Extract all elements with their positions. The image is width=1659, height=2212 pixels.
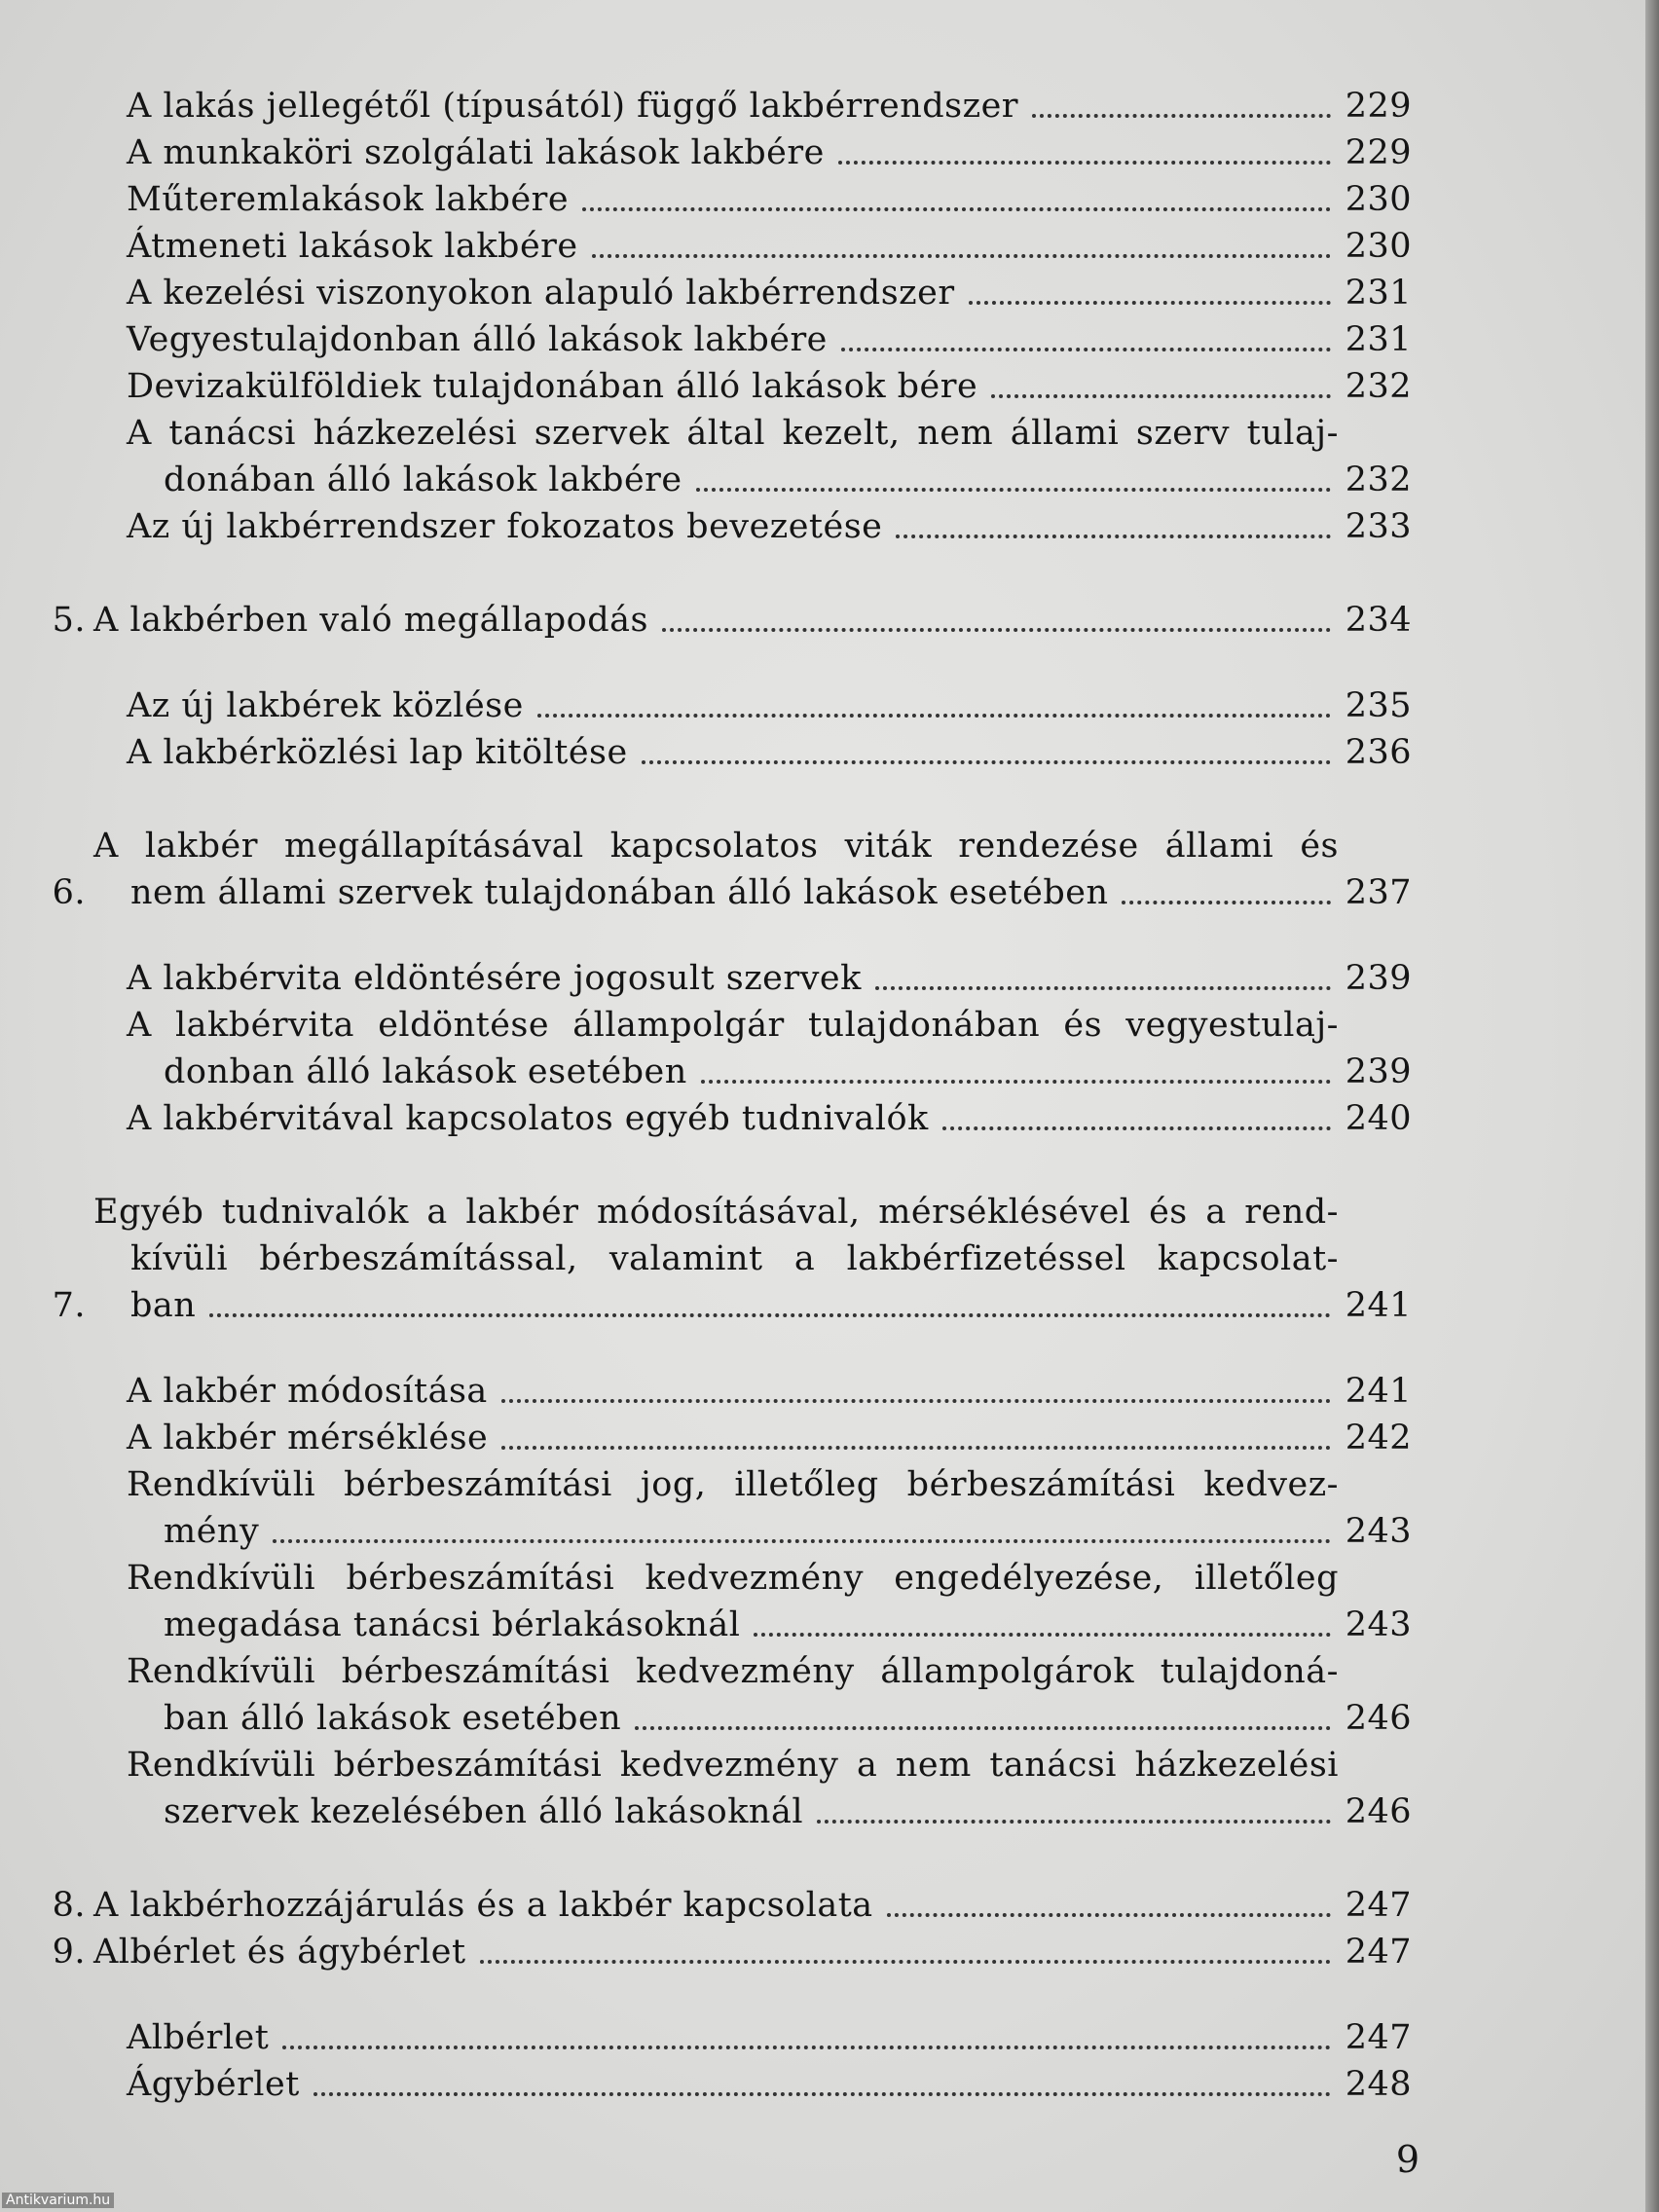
toc-entry	[49, 363, 1412, 410]
toc-entry	[49, 410, 1412, 503]
toc-entry	[49, 1742, 1412, 1835]
toc-page-number: 230	[1345, 227, 1412, 266]
section-number: 5.	[52, 601, 86, 640]
toc-page-number: 236	[1345, 733, 1412, 772]
dot-leader	[273, 1539, 1331, 1543]
toc-entry-title: Átmeneti lakások lakbére	[127, 227, 578, 266]
toc-entry-title: Albérlet	[127, 2018, 270, 2057]
toc-page-number: 248	[1345, 2065, 1412, 2104]
toc-entry	[49, 682, 1412, 729]
toc-entry-title: A lakbér mérséklése	[127, 1419, 489, 1457]
toc-entry-title: Ágybérlet	[127, 2065, 300, 2104]
toc-entry-title: A kezelési viszonyokon alapuló lakbérrendszer	[127, 274, 955, 313]
toc-page-number: 230	[1345, 180, 1412, 219]
toc-page-number: 235	[1345, 686, 1412, 725]
dot-leader	[592, 254, 1331, 258]
dot-leader	[942, 1126, 1331, 1130]
section-number: 9.	[52, 1933, 86, 1972]
dot-leader	[896, 535, 1331, 538]
dot-leader	[838, 161, 1331, 165]
toc-entry	[49, 1095, 1412, 1142]
section-title-line: kívüli bérbeszámítással, valamint a lakbérfizetéssel kapcsolat-	[130, 1239, 1339, 1278]
toc-entry-title-line: Rendkívüli bérbeszámítási kedvezmény engedélyezése, illetőleg	[127, 1559, 1339, 1598]
toc-entry-title-line: ban álló lakások esetében	[164, 1699, 622, 1738]
toc-page-number: 229	[1345, 87, 1412, 126]
section-title-line: nem állami szervek tulajdonában álló lakások esetében	[130, 873, 1109, 912]
toc-page-number: 234	[1345, 601, 1412, 640]
toc-page-number: 231	[1345, 320, 1412, 359]
toc-section-9	[49, 1929, 1412, 1975]
dot-leader	[969, 301, 1331, 305]
dot-leader	[841, 348, 1331, 351]
toc-entry-title: A lakbér módosítása	[127, 1372, 488, 1411]
toc-page-number: 239	[1345, 959, 1412, 998]
toc-entry-title-line: donban álló lakások esetében	[164, 1052, 687, 1091]
dot-leader	[635, 1726, 1331, 1730]
dot-leader	[696, 488, 1331, 492]
toc-entry-title-line: A tanácsi házkezelési szervek által kezelt, nem állami szerv tulaj-	[127, 414, 1339, 453]
dot-leader	[480, 1960, 1331, 1964]
toc-entry-title-line: szervek kezelésében álló lakásoknál	[164, 1792, 804, 1831]
toc-entry-title: Devizakülföldiek tulajdonában álló lakások bére	[127, 367, 978, 406]
toc-page-number: 239	[1345, 1052, 1412, 1091]
toc-page-number: 246	[1345, 1792, 1412, 1831]
dot-leader	[582, 207, 1331, 211]
toc-entry	[49, 1368, 1412, 1415]
toc-entry-title-line: A lakbérvita eldöntése állampolgár tulajdonában és vegyestulaj-	[127, 1006, 1339, 1045]
dot-leader	[991, 394, 1331, 398]
section-number: 7.	[52, 1286, 86, 1325]
section-title-line: A lakbér megállapításával kapcsolatos viták rendezése állami és	[93, 827, 1339, 866]
toc-page-number: 247	[1345, 1886, 1412, 1925]
toc-entry	[49, 129, 1412, 176]
toc-entry	[49, 2061, 1412, 2108]
toc-entry-title-line: mény	[164, 1512, 260, 1551]
toc-entry-title: A lakbérvitával kapcsolatos egyéb tudnivalók	[127, 1099, 929, 1138]
toc-page-number: 229	[1345, 133, 1412, 172]
table-of-contents	[49, 83, 1412, 2108]
dot-leader	[662, 628, 1331, 632]
toc-entry-title: A lakbérvita eldöntésére jogosult szervek	[127, 959, 862, 998]
page-number: 9	[1395, 2138, 1419, 2181]
page-edge-shadow	[1645, 0, 1659, 2212]
section-title: A lakbérhozzájárulás és a lakbér kapcsolata	[93, 1886, 873, 1925]
dot-leader	[642, 760, 1331, 764]
toc-entry	[49, 316, 1412, 363]
toc-entry	[49, 1002, 1412, 1095]
toc-entry	[49, 223, 1412, 270]
toc-page-number: 232	[1345, 367, 1412, 406]
toc-page-number: 241	[1345, 1372, 1412, 1411]
toc-section-7	[49, 1189, 1412, 1329]
dot-leader	[501, 1399, 1331, 1403]
dot-leader	[817, 1820, 1331, 1824]
toc-entry	[49, 729, 1412, 776]
section-title-line: Egyéb tudnivalók a lakbér módosításával, mérséklésével és a rend-	[93, 1193, 1339, 1232]
toc-entry-title-line: Rendkívüli bérbeszámítási kedvezmény a nem tanácsi házkezelési	[127, 1746, 1339, 1785]
toc-entry-title-line: Rendkívüli bérbeszámítási jog, illetőleg bérbeszámítási kedvez-	[127, 1465, 1339, 1504]
toc-section-6	[49, 823, 1412, 916]
section-number: 8.	[52, 1886, 86, 1925]
toc-entry	[49, 1555, 1412, 1648]
toc-section-5	[49, 597, 1412, 644]
dot-leader	[754, 1633, 1331, 1637]
toc-entry	[49, 1648, 1412, 1742]
toc-entry-title: A lakás jellegétől (típusától) függő lakbérrendszer	[127, 87, 1019, 126]
toc-page-number: 240	[1345, 1099, 1412, 1138]
toc-page-number: 231	[1345, 274, 1412, 313]
toc-entry	[49, 270, 1412, 316]
toc-page-number: 242	[1345, 1419, 1412, 1457]
toc-entry-title: A munkaköri szolgálati lakások lakbére	[127, 133, 825, 172]
dot-leader	[537, 714, 1331, 718]
toc-entry-title: Az új lakbérek közlése	[127, 686, 524, 725]
toc-entry-title-line: Rendkívüli bérbeszámítási kedvezmény állampolgárok tulajdoná-	[127, 1652, 1339, 1691]
source-watermark: Antikvarium.hu	[2, 2193, 114, 2208]
toc-page-number: 243	[1345, 1512, 1412, 1551]
toc-entry	[49, 955, 1412, 1002]
toc-entry-title: A lakbérközlési lap kitöltése	[127, 733, 628, 772]
toc-entry-title: Műteremlakások lakbére	[127, 180, 570, 219]
dot-leader	[701, 1080, 1331, 1084]
toc-entry	[49, 503, 1412, 550]
toc-page-number: 246	[1345, 1699, 1412, 1738]
toc-entry-title: Vegyestulajdonban álló lakások lakbére	[127, 320, 828, 359]
dot-leader	[1032, 114, 1331, 118]
toc-entry	[49, 176, 1412, 223]
toc-page-number: 243	[1345, 1605, 1412, 1644]
dot-leader	[313, 2092, 1331, 2096]
section-title: Albérlet és ágybérlet	[93, 1933, 466, 1972]
toc-entry-title-line: donában álló lakások lakbére	[164, 461, 682, 499]
toc-page-number: 247	[1345, 2018, 1412, 2057]
dot-leader	[1122, 901, 1331, 904]
toc-page-number: 232	[1345, 461, 1412, 499]
dot-leader	[209, 1313, 1331, 1317]
toc-entry	[49, 83, 1412, 129]
dot-leader	[887, 1913, 1331, 1917]
toc-page-number: 241	[1345, 1286, 1412, 1325]
section-title-line: ban	[130, 1286, 197, 1325]
section-title: A lakbérben való megállapodás	[93, 601, 648, 640]
toc-entry	[49, 1415, 1412, 1461]
toc-page-number: 233	[1345, 507, 1412, 546]
dot-leader	[282, 2046, 1331, 2049]
toc-entry	[49, 2014, 1412, 2061]
toc-entry-title-line: megadása tanácsi bérlakásoknál	[164, 1605, 741, 1644]
section-number: 6.	[52, 873, 86, 912]
toc-page-number: 237	[1345, 873, 1412, 912]
dot-leader	[875, 986, 1331, 990]
toc-section-8	[49, 1882, 1412, 1929]
toc-entry-title: Az új lakbérrendszer fokozatos bevezetése	[127, 507, 883, 546]
toc-page-number: 247	[1345, 1933, 1412, 1972]
dot-leader	[501, 1446, 1331, 1450]
toc-entry	[49, 1461, 1412, 1555]
